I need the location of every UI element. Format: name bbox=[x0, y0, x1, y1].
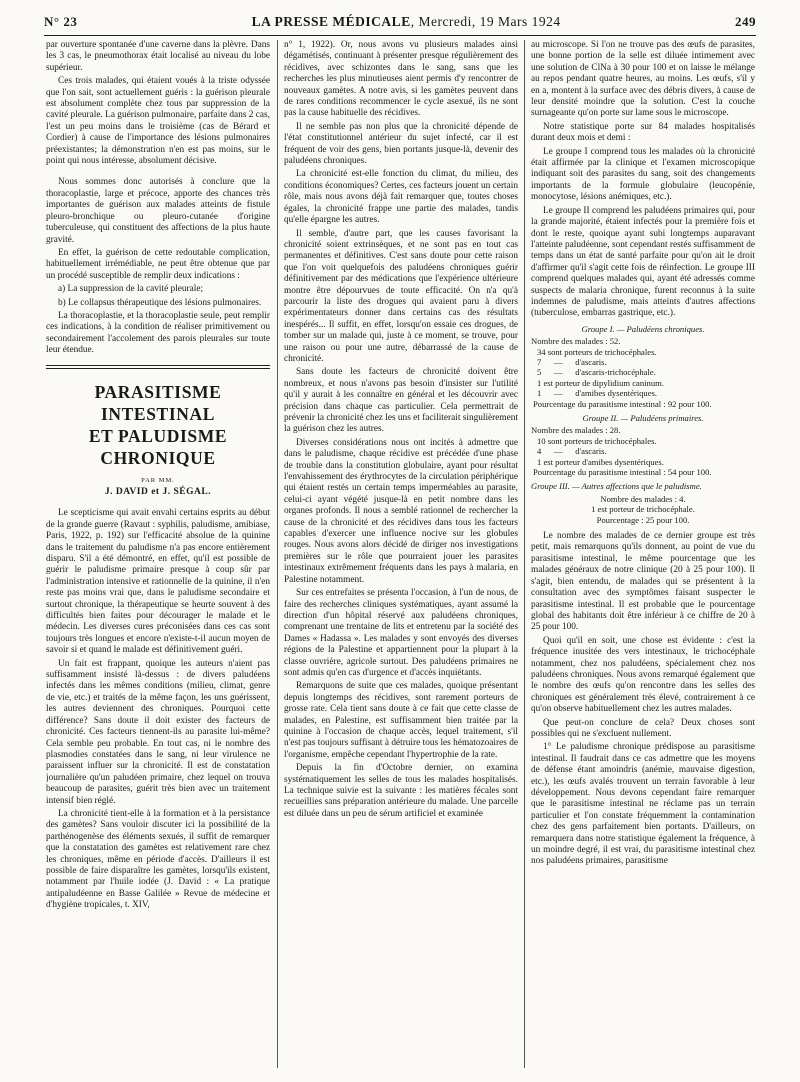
group-heading: Groupe III. — Autres affections que le paludisme. bbox=[531, 481, 702, 492]
paragraph: Nous sommes donc autorisés à conclure que la thoracoplastie, large et précoce, apporte des chances très importantes de guérison aux malades atteints de fistule pleuro-bronchique ou pleuro-cutanée d'origine tuberculeuse, qui constituent des affections de la plus haute gravité. bbox=[46, 177, 270, 245]
paragraph: n° 1, 1922). Or, nous avons vu plusieurs malades ainsi dégamétisés, continuant à présenter presque régulièrement des récidives, avec schizontes dans le sang, sans que les recherches les plus minutieuses aient permis d'y rencontrer de nouveaux gamètes. A notre avis, si les gamètes peuvent dans de rares conditions recommencer le cycle asexué, ils ne sont pas la cause habituelle des récidives. bbox=[284, 40, 518, 119]
paragraph: au microscope. Si l'on ne trouve pas des œufs de parasites, une bonne portion de la selle est diluée intimement avec une solution de ClNa à 30 pour 100 et on laisse le mélange au repos pendant quatre heures, au moins. Les œufs, s'il y en a, montent à la surface avec des débris divers, à cause de leur densité moindre que la solution. C'est la couche surnageante qu'on porte sur lame sous le microscope. bbox=[531, 40, 755, 119]
indication-list bbox=[46, 284, 270, 309]
stat-row: 1 est porteur de trichocéphale. bbox=[591, 504, 695, 515]
title-line: ET PALUDISME CHRONIQUE bbox=[88, 425, 228, 468]
group-percentage: Pourcentage du parasitisme intestinal : 54 pour 100. bbox=[533, 467, 712, 478]
paragraph: Il ne semble pas non plus que la chronicité dépende de l'état constitutionnel antérieur du sujet infecté, car il est fréquent de voir des gens, bien portants jusque-là, devenir des paludéens chroniques. bbox=[284, 121, 518, 167]
column-3 bbox=[531, 40, 755, 1070]
paragraph: Le groupe I comprend tous les malades où la chronicité était affirmée par la clinique et l'examen microscopique indiquant soit des parasites du sang, soit des changements importants de la formule globulaire (leucopénie, monocytose, lésions anémiques, etc.). bbox=[531, 146, 755, 203]
column-2 bbox=[284, 40, 518, 1070]
stat-row: 10 sont porteurs de trichocéphales. bbox=[537, 435, 657, 446]
paragraph: En effet, la guérison de cette redoutable complication, habituellement irrémédiable, ne peut être obtenue que par un procédé susceptible de remplir deux indications : bbox=[46, 247, 270, 281]
group-percentage: Pourcentage : 25 pour 100. bbox=[596, 514, 690, 525]
statistics-table bbox=[531, 324, 755, 525]
article-title bbox=[46, 381, 270, 469]
byline-prefix: PAR MM. bbox=[141, 476, 175, 484]
page-number: 249 bbox=[734, 14, 756, 29]
paragraph: Remarquons de suite que ces malades, quoique présentant depuis longtemps des récidives, sont rarement porteurs de grosse rate. Cela tient sans doute à ce fait que cette classe de malades, en Palestine, est suffisamment bien traitée par la quinine à l'occasion de chaque accès, lequel traitement, s'il n'est pas toujours suffisant à détruire tous les hématozoaires de l'organisme, empêche cependant l'hypertrophie de la rate. bbox=[284, 681, 518, 760]
stat-row: 7 — d'ascaris. bbox=[537, 356, 607, 367]
paragraph: Notre statistique porte sur 84 malades hospitalisés durant deux mois et demi : bbox=[531, 121, 755, 144]
stat-row: 1 est porteur d'amibes dysentériques. bbox=[537, 456, 664, 467]
running-header bbox=[44, 14, 756, 36]
group-count: Nombre des malades : 52. bbox=[531, 336, 621, 347]
stat-row: 34 sont porteurs de trichocéphales. bbox=[537, 346, 657, 357]
column-1 bbox=[46, 40, 270, 1070]
paragraph: Le nombre des malades de ce dernier groupe est très petit, mais remarquons qu'ils donnent, au point de vue du parasitisme intestinal, le même pourcentage que les malades généraux de notre clinique (20 à 25 pour 100). Il s'agit, bien entendu, de malades qui se présentent à la consultation avec des symptômes faisant suspecter le parasitisme intestinal. Il est probable que le pourcentage global des habitants doit être inférieur à ce chiffre de 20 à 25 pour 100. bbox=[531, 531, 755, 633]
paragraph: Sans doute les facteurs de chronicité doivent être nombreux, et nous n'avons pas besoin d'insister sur l'utilité qu'il y aurait à les connaître en général et les découvrir avec précision dans chaque cas particulier. Cela permettrait de prévenir la chronicité chez les uns et faciliterait singulièrement la guérison chez les autres. bbox=[284, 367, 518, 435]
group-heading: Groupe I. — Paludéens chroniques. bbox=[581, 323, 705, 334]
stat-row: 5 — d'ascaris-trichocéphale. bbox=[537, 367, 656, 378]
group-count: Nombre des malades : 4. bbox=[600, 493, 686, 504]
stat-row: 1 est porteur de dipylidium caninum. bbox=[537, 377, 664, 388]
paragraph: par ouverture spontanée d'une caverne dans la plèvre. Dans les 3 cas, le pneumothorax était localisé au niveau du lobe supérieur. bbox=[46, 40, 270, 73]
paragraph: 1° Le paludisme chronique prédispose au parasitisme intestinal. Il faudrait dans ce cas admettre que les moyens de défense étant amoindris (anémie, mauvaise digestion, etc.), les œufs avalés trouvent un terrain favorable à leur développement. Nous devons cependant faire remarquer que le parasitisme intestinal ne réclame pas un terrain particulier et l'on constate fréquemment la contamination chez des gens parfaitement bien portants. D'ailleurs, on remarquera dans notre statistique également la fréquence, à un moindre degré, il est vrai, du parasitisme intestinal chez nos paludéens primaires, parasitisme bbox=[531, 742, 755, 867]
issue-date: , Mercredi, 19 Mars 1924 bbox=[410, 14, 561, 29]
header-rule bbox=[44, 35, 756, 36]
paragraph: Un fait est frappant, quoique les auteurs n'aient pas suffisamment insisté là-dessus : de divers paludéens infectés dans les mêmes conditions (milieu, climat, genre de vie, etc.) et traités de la même façon, les uns guérissent, les autres deviennent des chroniques. Pourquoi cette différence? Sans doute il doit exister des facteurs de chronicité. Ces facteurs tiennent-ils au parasite lui-même? Cela semble peu probable. En tout cas, ni le nombre des plasmodies constatées dans le sang, ni leur virulence ne paraissent influer sur la chronicité. Il est de constatation journalière qu'un paludéen primaire, chez lequel on trouva beaucoup de parasites, guérit très bien avec un traitement intensif bien réglé. bbox=[46, 658, 270, 806]
article-separator bbox=[46, 365, 270, 369]
stat-row: 4 — d'ascaris. bbox=[537, 446, 607, 457]
title-line: PARASITISME INTESTINAL bbox=[94, 381, 222, 424]
list-item: b) Le collapsus thérapeutique des lésions pulmonaires. bbox=[58, 297, 262, 308]
article-authors: J. DAVID et J. SÉGAL. bbox=[104, 486, 212, 497]
paragraph: Ces trois malades, qui étaient voués à la triste odyssée que l'on sait, sont actuellement guéris : la guérison pleurale est absolument complète chez tous par suppression de la cavité pleurale. La guérison pulmonaire, parfaite dans 2 cas, l'est un peu moins dans le troisième (cas de Bérard et Cordier) à cause de l'importance des lésions pulmonaires préexistantes; la démonstration n'en est pas moins, sur le point qui nous intéresse, absolument décisive. bbox=[46, 76, 270, 167]
group-count: Nombre des malades : 28. bbox=[531, 425, 621, 436]
paragraph: La thoracoplastie, et la thoracoplastie seule, peut remplir ces indications, à la condition de réaliser primitivement ou secondairement l'accolement des parois pleurales sur toute leur étendue. bbox=[46, 310, 270, 356]
journal-name: LA PRESSE MÉDICALE bbox=[251, 14, 411, 29]
issue-number: N° 23 bbox=[44, 14, 78, 29]
paragraph: Depuis la fin d'Octobre dernier, on examina systématiquement les selles de tous les malades hospitalisés. La technique suivie est la suivante : les matières fécales sont recueillies sans préparation antérieure du malade. Une parcelle est diluée dans un peu de sérum artificiel et examinée bbox=[284, 763, 518, 819]
list-item: a) La suppression de la cavité pleurale; bbox=[58, 284, 204, 295]
column-divider bbox=[277, 40, 278, 1068]
paragraph: Le groupe II comprend les paludéens primaires qui, pour la grande majorité, étaient infectés pour la première fois et dont le reste, quoique ayant subi longtemps auparavant l'atteinte paludéenne, sont cependant restés suffisamment de temps dans un état de santé parfaite pour qu'on ait le droit d'affirmer qu'il s'agit cette fois de réinfection. Le groupe III comprend quelques malades qui, ayant été adressés comme suspects de malaria chronique, furent reconnus à la suite indemnes de paludisme, mais atteints d'autres affections (tuberculose, embarras gastrique, etc.). bbox=[531, 205, 755, 319]
paragraph: La chronicité tient-elle à la formation et à la persistance des gamètes? Sans vouloir discuter ici la possibilité de la parthénogenèse des éléments sexués, il suffit de remarquer que la constatation des gamètes est relativement rare chez les chroniques, même en période d'accès. D'ailleurs il est possible de faire disparaître les gamètes, lorsqu'ils existent, notamment par l'huile iodée (J. David : « La pratique antipaludéenne en Basse Galilée » Revue de médecine et d'hygiène tropicales, t. XIV, bbox=[46, 808, 270, 911]
group-heading: Groupe II. — Paludéens primaires. bbox=[582, 413, 704, 423]
stat-row: 1 — d'amibes dysentériques. bbox=[537, 388, 658, 399]
paragraph: Que peut-on conclure de cela? Deux choses sont possibles qui ne s'excluent nullement. bbox=[531, 717, 755, 739]
paragraph: La chronicité est-elle fonction du climat, du milieu, des conditions économiques? Certes, ces facteurs jouent un certain rôle, mais nous avons déjà fait remarquer que, toutes choses égales, la chronicité frappe une partie des malades, tandis qu'elle épargne les autres. bbox=[284, 169, 518, 226]
paragraph: Diverses considérations nous ont incités à admettre que dans le paludisme, chaque récidive est précédée d'une phase de trouble dans la constitution globulaire, ayant pour résultat l'envahissement des érythrocytes de la circulation périphérique qui étaient restés un certain temps imperméables au parasite, celui-ci ayant végété jusque-là en petit nombre dans les organes profonds. Il nous a semblé rationnel de rechercher la cause de la chronicité et des récidives dans tous les facteurs capables d'exercer une influence nocive sur les globules rouges. Nous avons alors décidé de diriger nos investigations premières sur le rôle que pourraient jouer les parasites intestinaux extrêmement fréquents dans les pays à malaria, en Palestine notamment. bbox=[284, 437, 518, 585]
paragraph: Il semble, d'autre part, que les causes favorisant la chronicité soient extrinsèques, et ne sont pas en tout cas permanentes et définitives. C'est sans doute pour cette raison que l'on voit quelquefois des paludéens chroniques guérir définitivement par des médications que l'expérience ultérieure montre être dépourvues de toute efficacité. On n'a qu'à parcourir la liste des drogues qui avaient paru à divers expérimentateurs donner dans certains cas des résultats inespérés... Il suffit, en effet, lorsqu'on essaie ces drogues, de tomber sur un malade qui, juste à ce moment, se trouve, pour une raison ou pour une autre, débarrassé de la cause de chronicité. bbox=[284, 228, 518, 364]
paragraph: Le scepticisme qui avait envahi certains esprits au début de la grande guerre (Ravaut : syphilis, paludisme, amibiase, Paris, 1922, p. 192) sur l'efficacité absolue de la quinine dans le traitement du paludisme n'a pas encore entièrement disparu. S'il a été démontré, en effet, qu'il est possible de guérir le paludisme primaire presque à coup sûr par l'administration intensive et rationnelle de la quinine, il n'en reste pas moins vrai que, dans le paludisme secondaire et surtout chronique, la thérapeutique se heurte souvent à des difficultés bien faites pour décourager le malade et le médecin. Les diverses cures préconisées dans ces cas sont toujours très longues et encore n'existe-t-il aucun moyen de savoir si et quand le malade est définitivement guéri. bbox=[46, 508, 270, 656]
paragraph: Quoi qu'il en soit, une chose est évidente : c'est la fréquence inusitée des vers intestinaux, le trichocéphale notamment, chez nos paludéens, spécialement chez nos paludéens chroniques. Nous avons remarqué également que le nombre des œufs qu'on rencontre dans les selles des chroniques est généralement très élevé, contrairement à ce qu'on observe habituellement chez les autres malades. bbox=[531, 635, 755, 715]
journal-masthead bbox=[252, 14, 561, 30]
group-percentage: Pourcentage du parasitisme intestinal : 92 pour 100. bbox=[533, 398, 712, 409]
column-divider bbox=[524, 40, 525, 1068]
paragraph: Sur ces entrefaites se présenta l'occasion, à l'un de nous, de faire des recherches cliniques systématiques, ayant assumé la direction d'un hôpital réservé aux paludéens chroniques, comprenant une trentaine de lits et entretenu par la société des Dames « Hadassa ». Les malades y sont envoyés des diverses régions de la Palestine et appartiennent pour la plupart à la classe ouvrière, agricole surtout. Des paludéens primaires ne sont admis qu'en cas d'urgence et d'accès inquiétants. bbox=[284, 588, 518, 678]
